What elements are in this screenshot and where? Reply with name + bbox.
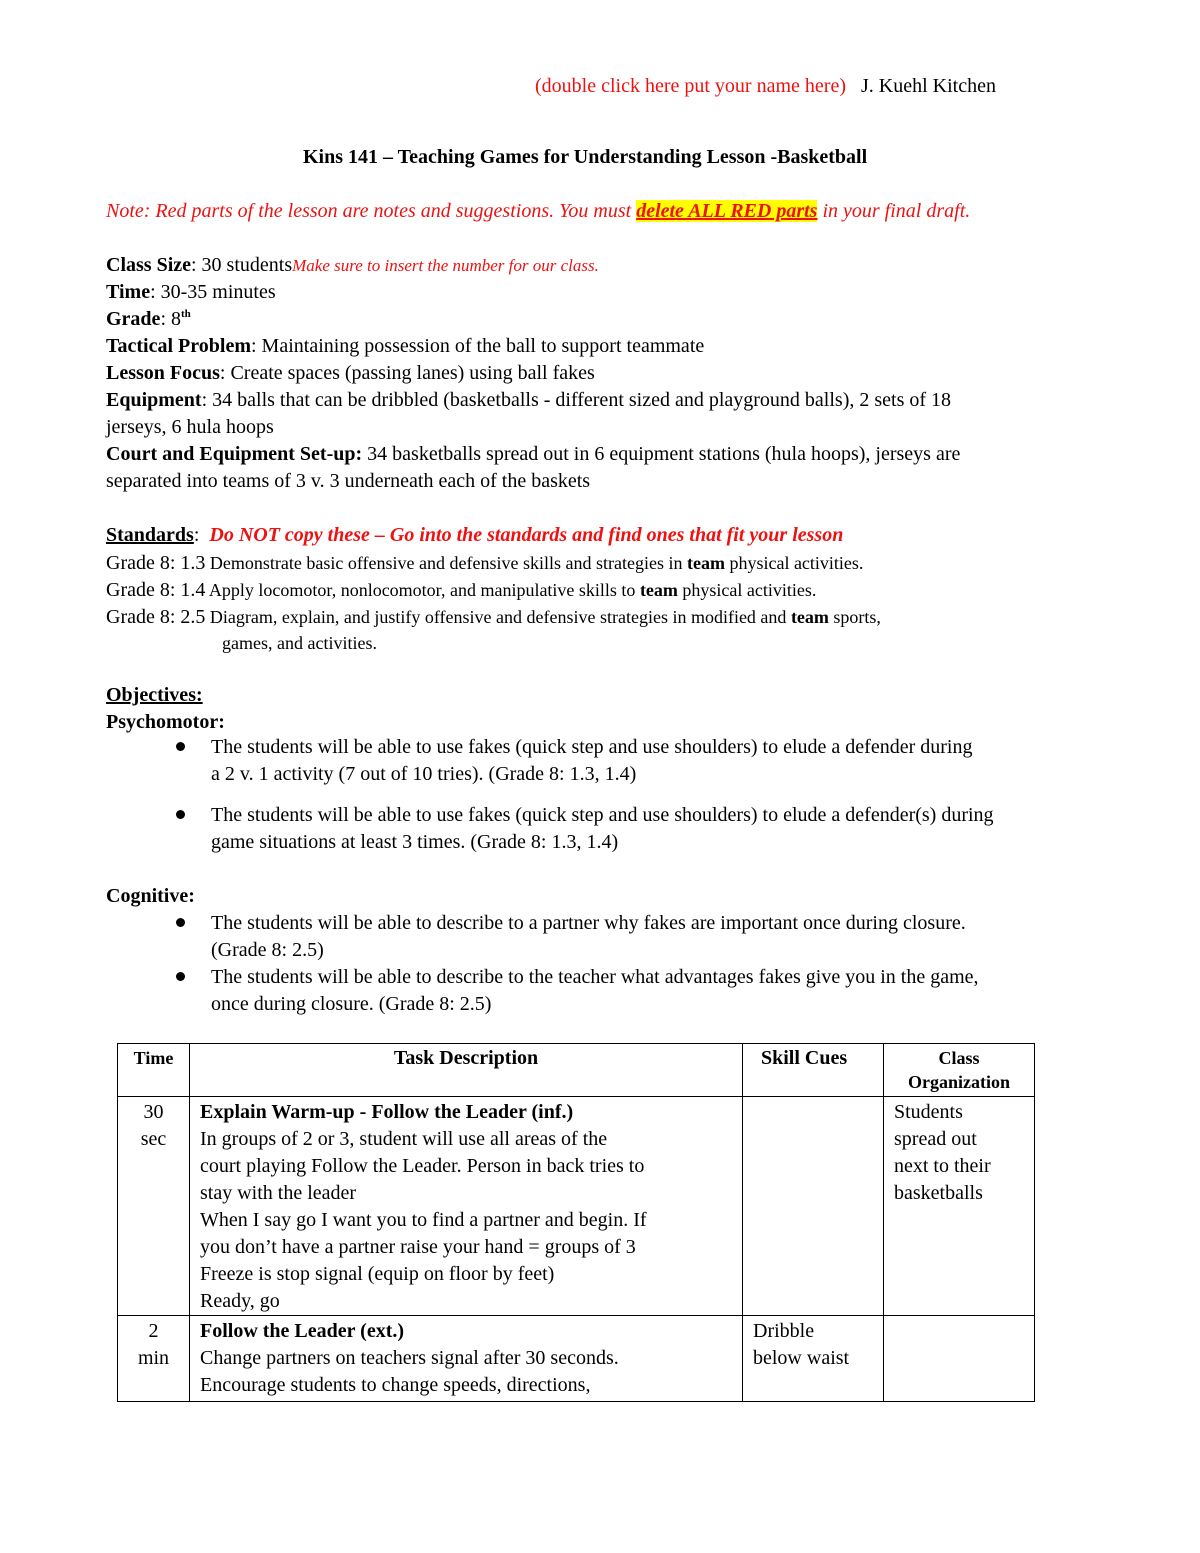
table-header-row (118, 1044, 1035, 1097)
setup-line (106, 441, 960, 468)
time-cell (118, 1097, 190, 1316)
equipment-line-2: jerseys, 6 hula hoops (106, 416, 274, 438)
cognitive-heading: Cognitive: (106, 885, 195, 907)
standard-grade: Grade 8: 2.5 (106, 606, 206, 628)
class-size-note: Make sure to insert the number for our class. (292, 256, 599, 275)
tactical-value: : Maintaining possession of the ball to support teammate (250, 335, 705, 357)
focus-value: : Create spaces (passing lanes) using ball fakes (219, 362, 595, 384)
header-time-label: Time (133, 1048, 174, 1068)
objectives-heading: Objectives: (106, 684, 203, 706)
standards-heading (106, 522, 843, 549)
objective-line: (Grade 8: 2.5) (211, 939, 324, 961)
task-cell (190, 1097, 743, 1316)
header-cues-label: Skill Cues (761, 1047, 848, 1069)
objective-item (211, 910, 1141, 964)
objective-item (211, 734, 1141, 788)
grade-label: Grade (106, 308, 161, 330)
class-size-value: : 30 students (191, 254, 293, 276)
time-value: : 30-35 minutes (150, 281, 276, 303)
time-unit: min (137, 1347, 170, 1369)
standard-bold: team (790, 607, 829, 627)
objective-item (211, 964, 1141, 1018)
setup-label: Court and Equipment Set-up: (106, 443, 363, 465)
lesson-focus-line (106, 360, 595, 387)
table-row (118, 1316, 1035, 1402)
header-org-label: Class Organization (908, 1048, 1010, 1092)
task-line: Freeze is stop signal (equip on floor by feet) (200, 1263, 555, 1285)
standard-item (106, 550, 863, 576)
org-line: basketballs (894, 1182, 983, 1204)
objective-item (211, 802, 1141, 856)
standard-text: Apply locomotor, nonlocomotor, and manipulative skills to (205, 580, 640, 600)
cue-line: below waist (753, 1347, 850, 1369)
header-task (190, 1044, 743, 1097)
standard-grade: Grade 8: 1.3 (106, 552, 206, 574)
focus-label: Lesson Focus (106, 362, 220, 384)
standard-bold: team (686, 553, 725, 573)
lesson-plan-table (117, 1043, 1035, 1402)
standard-text-end: physical activities. (724, 553, 864, 573)
task-line: When I say go I want you to find a partner and begin. If (200, 1209, 647, 1231)
org-line: spread out (894, 1128, 977, 1150)
author-name: J. Kuehl Kitchen (860, 75, 996, 97)
task-line: stay with the leader (200, 1182, 357, 1204)
time-value: 2 (148, 1320, 159, 1342)
objective-line: The students will be able to describe to the teacher what advantages fakes give you in the game, (211, 966, 979, 988)
bullet-icon (176, 972, 185, 981)
cue-line: Dribble (753, 1320, 815, 1342)
name-placeholder-field[interactable]: (double click here put your name here) (535, 75, 846, 97)
objective-line: The students will be able to use fakes (quick step and use shoulders) to elude a defender(s) during (211, 804, 994, 826)
objective-line: a 2 v. 1 activity (7 out of 10 tries). (Grade 8: 1.3, 1.4) (211, 763, 637, 785)
standards-colon: : (193, 524, 200, 546)
org-line: Students (894, 1101, 963, 1123)
objective-line: The students will be able to describe to a partner why fakes are important once during closure. (211, 912, 966, 934)
grade-line (106, 306, 191, 333)
org-cell (884, 1097, 1035, 1316)
grade-value: : 8 (160, 308, 181, 330)
class-size-label: Class Size (106, 254, 191, 276)
header-org (884, 1044, 1035, 1097)
equipment-value: : 34 balls that can be dribbled (basketballs - different sized and playground balls), 2 sets of 18 (201, 389, 952, 411)
table-row (118, 1097, 1035, 1316)
equipment-label: Equipment (106, 389, 202, 411)
note-suffix: in your final draft. (822, 200, 971, 222)
note-prefix: Note: Red parts of the lesson are notes and suggestions. You must (106, 200, 632, 222)
standard-text-end: sports, (828, 607, 881, 627)
task-line: Change partners on teachers signal after 30 seconds. (200, 1347, 619, 1369)
setup-line-2: separated into teams of 3 v. 3 underneath each of the baskets (106, 470, 591, 492)
standard-grade: Grade 8: 1.4 (106, 579, 206, 601)
name-line (535, 73, 996, 100)
header-task-label: Task Description (393, 1047, 539, 1069)
objective-line: game situations at least 3 times. (Grade 8: 1.3, 1.4) (211, 831, 619, 853)
standard-text-end: physical activities. (677, 580, 817, 600)
cues-cell (743, 1316, 884, 1402)
standard-item (106, 577, 816, 603)
org-cell (884, 1316, 1035, 1402)
bullet-icon (176, 810, 185, 819)
document-title: Kins 141 – Teaching Games for Understanding Lesson -Basketball (303, 146, 868, 168)
cues-cell (743, 1097, 884, 1316)
standard-item (106, 604, 881, 630)
bullet-icon (176, 918, 185, 927)
time-unit: sec (140, 1128, 167, 1150)
standard-text: Diagram, explain, and justify offensive and defensive strategies in modified and (205, 607, 791, 627)
standard-bold: team (639, 580, 678, 600)
time-line (106, 279, 276, 306)
grade-superscript: th (181, 308, 191, 320)
task-line: Encourage students to change speeds, directions, (200, 1374, 591, 1396)
task-line: you don’t have a partner raise your hand = groups of 3 (200, 1236, 636, 1258)
time-label: Time (106, 281, 151, 303)
bullet-icon (176, 742, 185, 751)
class-size-line (106, 252, 599, 279)
setup-value: 34 basketballs spread out in 6 equipment stations (hula hoops), jerseys are (362, 443, 961, 465)
header-cues (743, 1044, 884, 1097)
time-value: 30 (143, 1101, 164, 1123)
standard-text: Demonstrate basic offensive and defensive skills and strategies in (205, 553, 687, 573)
psychomotor-heading: Psychomotor: (106, 711, 225, 733)
header-time (118, 1044, 190, 1097)
task-line: court playing Follow the Leader. Person in back tries to (200, 1155, 645, 1177)
objective-line: once during closure. (Grade 8: 2.5) (211, 993, 492, 1015)
task-title: Follow the Leader (ext.) (200, 1320, 405, 1342)
task-cell (190, 1316, 743, 1402)
tactical-problem-line (106, 333, 704, 360)
standards-label: Standards (106, 524, 194, 546)
note-highlight: delete ALL RED parts (636, 200, 818, 222)
task-title: Explain Warm-up - Follow the Leader (inf.) (200, 1101, 574, 1123)
objective-line: The students will be able to use fakes (quick step and use shoulders) to elude a defender during (211, 736, 973, 758)
org-line: next to their (894, 1155, 991, 1177)
red-note (106, 198, 970, 225)
standard-continuation: games, and activities. (222, 633, 377, 653)
tactical-label: Tactical Problem (106, 335, 251, 357)
standards-note: Do NOT copy these – Go into the standards and find ones that fit your lesson (209, 524, 844, 546)
task-line: Ready, go (200, 1290, 280, 1312)
equipment-line (106, 387, 951, 414)
time-cell (118, 1316, 190, 1402)
task-line: In groups of 2 or 3, student will use all areas of the (200, 1128, 608, 1150)
